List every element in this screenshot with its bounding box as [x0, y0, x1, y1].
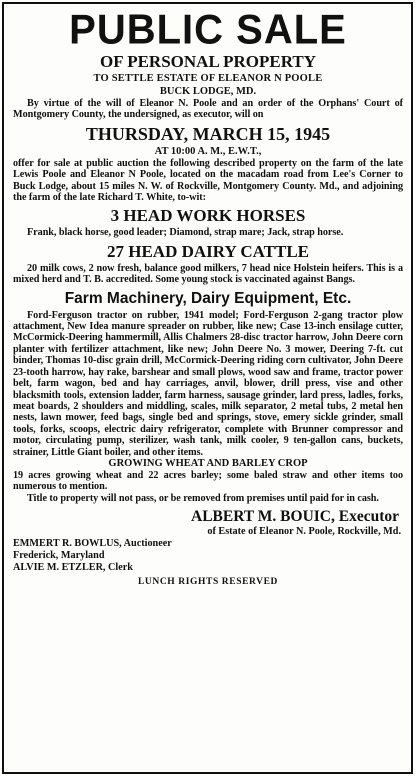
- lunch-notice: LUNCH RIGHTS RESERVED: [137, 576, 278, 587]
- horses-heading: 3 HEAD WORK HORSES: [110, 206, 306, 226]
- executor-estate: of Estate of Eleanor N. Poole, Rockville, Md.: [207, 526, 401, 538]
- location-paragraph: offer for sale at public auction the following described property on the farm of the late Lewis Poole and Eleanor N Poole, located on the macadam road from Lee's Corner to Buck Lodge, about 15 miles N. W. of Rockville, Montgomery County. Md., and adjoining the farm of the late Richard T. White, to-wit:: [13, 157, 403, 204]
- title-paragraph: Title to property will not pass, or be removed from premises until paid for in cash.: [27, 492, 379, 504]
- cattle-paragraph: 20 milk cows, 2 now fresh, balance good milkers, 7 head nice Holstein heifers. This is a mixed herd and T. B. accredited. Some young stock is vaccinated against Bangs.: [13, 262, 403, 286]
- farm-heading: Farm Machinery, Dairy Equipment, Etc.: [64, 289, 352, 307]
- auctioneer-name: EMMERT R. BOWLUS, Auctioneer: [13, 538, 172, 550]
- crop-heading: GROWING WHEAT AND BARLEY CROP: [108, 457, 308, 469]
- estate-line: TO SETTLE ESTATE OF ELEANOR N POOLE: [93, 73, 323, 84]
- location: BUCK LODGE, MD.: [159, 86, 257, 97]
- farm-paragraph: Ford-Ferguson tractor on rubber, 1941 model; Ford-Ferguson 2-gang tractor plow attachment, New Idea manure spreader on rubber, like new; Case 13-inch ensilage cutter, McCormick-Deering hammermill, Allis Chalmers 28-disc tractor harrow, John Deere corn planter with fertilizer attachment, like new; John Deere No. 3 mower, Deering 7-ft. cut binder, Thomas 10-disc grain drill, McCormick-Deering riding corn cultivator, John Deere 23-tooth harrow, hay rake, barshear and small plows, wood saw and frame, tractor power belt, farm wagon, bed and hay carriages, anvil, blower, drill press, vise and other blacksmith tools, extension ladder, farm harness, sausage grinder, lard press, ladles, forks, meat boards, 2 shoulders and middling, scales, milk separator, 2 metal tubs, 2 metal hen nests, lawn mower, feed bags, single bed and springs, stove, emery sickle grinder, small tools, forks, scoops, electric dairy refrigerator, complete with Brunner compressor and motor, circulating pump, sterilizer, wash tank, milk cooler, 9 ten-gallon cans, buckets, strainer, Little Giant boiler, and other items.: [13, 309, 403, 458]
- sale-time: AT 10:00 A. M., E.W.T.,: [154, 145, 262, 157]
- sale-notice: [2, 2, 413, 774]
- subtitle: OF PERSONAL PROPERTY: [99, 52, 316, 71]
- clerk-name: ALVIE M. ETZLER, Clerk: [13, 561, 133, 573]
- headline: PUBLIC SALE: [69, 6, 347, 54]
- sale-date: THURSDAY, MARCH 15, 1945: [85, 123, 331, 144]
- executor-name: ALBERT M. BOUIC, Executor: [191, 508, 399, 526]
- cattle-heading: 27 HEAD DAIRY CATTLE: [106, 241, 309, 261]
- auctioneer-city: Frederick, Maryland: [13, 549, 105, 561]
- crop-paragraph: 19 acres growing wheat and 22 acres barley; some baled straw and other items too numerous to mention.: [13, 469, 403, 493]
- intro-paragraph: By virtue of the will of Eleanor N. Poole and an order of the Orphans' Court of Montgomery County, the undersigned, as executor, will on: [13, 98, 403, 121]
- horses-paragraph: Frank, black horse, good leader; Diamond, strap mare; Jack, strap horse.: [27, 227, 344, 239]
